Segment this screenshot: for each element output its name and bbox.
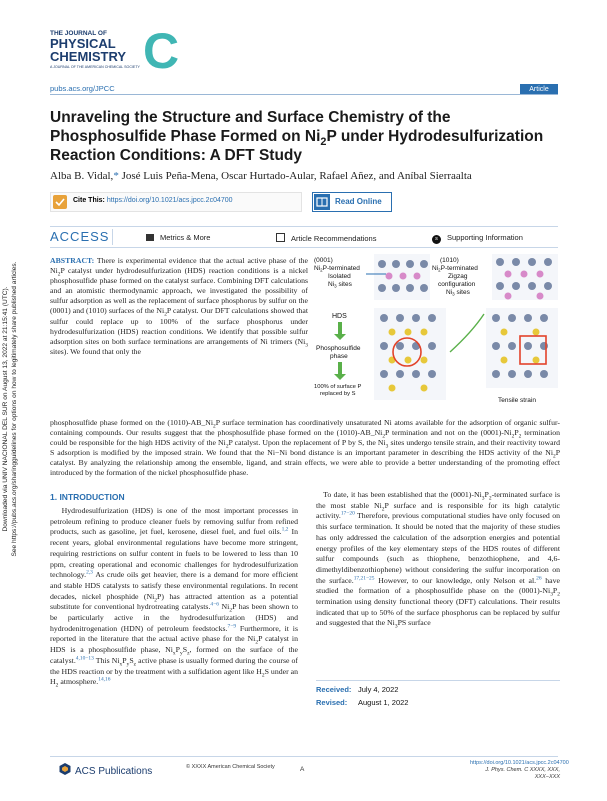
abstract-text-continued: phosphosulfide phase formed on the $(1010)-AB\_Ni_2P$ surface termination has coordinatively unsaturated Ni atoms available for the adsorption of organic sulfur-containing compounds. Our results suggest that the phosphosulfide phase formed on the $(1010)-AB\_Ni_2P$ termination and not on the $(0001)-Ni_2P_2$ termination could be responsible for the high HDS activity of the $Ni_2P$ catalyst. Upon the replacement of P by S, the $Ni_3$ sites undergo tensile strain, and their reactivity toward S adsorption is modified by the imposed strain. We found that the Ni−Ni bond distance is an important parameter in describing the HDS activity of the $Ni_2P$ catalyst. By analyzing the relationship among the ensemble, ligand, and strain effects, we were able to provide a better understanding of the promoting effect introduced by the formation of the nickel phosphosulfide phase. [50,418,560,478]
read-online-button[interactable] [312,192,392,212]
recommendations-link[interactable] [276,233,376,243]
logo-letter: C [143,23,180,79]
toc-phase-label-1: Phosphosulfide [316,345,361,352]
introduction-column-2: To date, it has been established that the $(0001)-Ni_3P_2$-terminated surface is the most stable $Ni_2P$ surface and is responsible for its high catalytic activity.$^{17-20}$ Therefore, previous computational studies have only focused on this surface termination. It should be noted that the majority of these studies has only addressed the calculation of the adsorption energies and potential energy profiles of the key elementary steps of the HDS routes of different sulfur compounds (such as thiophene, benzothiophene, and 4,6-dimethyldibenzothiophene) without considering the sulfur incorporation on the surface.$^{17,21-25}$ However, to our knowledge, only Nelson et al.$^{26}$ have studied the formation of a phosphosulfide phase on the $(0001)-Ni_3P_2$ termination using density functional theory (DFT) calculations. Their results indicated that up to 50% of the surface phosphorus can be replaced by sulfur and suggested that the $Ni_3PS$ surface [316,490,561,630]
publisher-name: ACS Publications [75,766,153,777]
recommendations-label: Article Recommendations [291,234,377,243]
supporting-info-link[interactable] [432,233,523,244]
cite-this-box[interactable] [50,192,302,212]
toc-label-1010-term: $Ni_2P$-terminated [432,265,478,273]
watermark-line-1: Downloaded via UNIV NACIONAL DEL SUR on August 13, 2022 at 21:15:41 (UTC). [2,286,9,532]
supporting-info-label: Supporting Information [447,233,523,242]
footer-doi-link[interactable]: https://doi.org/10.1021/acs.jpcc.2c04700 [470,760,569,766]
revised-date: Revised: August 1, 2022 [316,698,409,707]
lattice-0001-sulfided [374,308,446,400]
toc-label-0001-term: $Ni_2P$-terminated [314,265,360,273]
toc-replace-label-2: replaced by S [320,391,356,397]
ref-link[interactable]: 1,2 [281,526,289,533]
access-separator [112,229,113,245]
ref-link[interactable]: 7−9 [227,623,237,630]
ref-link[interactable]: 26 [536,575,542,582]
toc-graphic [312,252,560,412]
article-dates [316,680,560,711]
access-bar [50,226,558,248]
logo-line-1: THE JOURNAL OF [50,30,107,37]
toc-label-0001: (0001) [314,257,333,264]
article-title: Unraveling the Structure and Surface Chemistry of the Phosphosulfide Phase Formed on $Ni_2P$ under Hydrodesulfurization Reaction Conditions: A DFT Study [50,109,544,164]
footer-journal-ref: J. Phys. Chem. C XXXX, XXX, XXX−XXX [485,767,560,780]
ref-link[interactable]: 4,10−13 [75,655,94,662]
toc-phase-label-2: phase [330,353,348,360]
toc-label-zigzag: Zigzag [448,273,468,280]
lattice-0001-top [374,254,430,300]
article-type-badge: Article [520,84,558,95]
author-list [50,170,560,182]
page-number: A [300,766,305,773]
access-label: ACCESS [50,229,110,244]
supporting-info-icon: s [432,235,441,244]
abstract-lead: ABSTRACT: [50,256,95,265]
toc-replace-label-1: 100% of surface P [314,384,362,390]
journal-url[interactable]: pubs.acs.org/JPCC [50,84,115,93]
ref-link[interactable]: 17,21−25 [353,575,375,582]
toc-label-configuration: configuration [438,281,476,288]
introduction-column-1: Hydrodesulfurization (HDS) is one of the most important processes in petroleum refining to produce cleaner fuels by removing sulfur from refined products, such as gasoline, jet fuel, kerosene, diesel fuel, and fuel oils.$^{1,2}$ In recent years, global environmental regulations have become more stringent, requiring restrictions on sulfur content in fuels to be lowered to less than 10 ppm, creating operational and economic challenges for hydrodesulfurization technology.$^{2,3}$ As crude oils get heavier, there is a demand for more efficient and stable HDS catalysts to satisfy these environmental regulations. In recent decades, nickel phosphide $(Ni_2P)$ has attracted attention as a potential substitute for conventional hydrotreating catalysts.$^{4-6}$ $Ni_2P$ has been shown to be particularly active in the hydrodesulfurization (HDS) and hydrodenitrogenation (HDN) of petroleum feedstocks.$^{7-9}$ Furthermore, it is reported in the literature that the actual active phase for the $Ni_2P$ catalyst in HDS is a phosphosulfide phase, $Ni_xP_yS_z$, formed on the surface of the catalyst.$^{4,10-13}$ This $Ni_xP_yS_z$ active phase is usually formed during the course of the HDS reaction or by the treatment with a sulfidation agent like $H_2S$ under an $H_2$ atmosphere.$^{14,16}$ [50,506,299,689]
logo-line-2: PHYSICAL [50,36,116,51]
toc-label-isolated: Isolated [328,273,351,280]
toc-figure-svg [312,252,560,412]
read-online-label: Read Online [335,197,382,206]
cite-doi-link[interactable]: https://doi.org/10.1021/acs.jpcc.2c04700 [106,197,233,204]
document-icon [276,233,285,242]
ref-link[interactable]: 2,3 [86,569,93,576]
cite-icon [53,195,67,209]
ref-link[interactable]: 17−20 [340,510,355,517]
footer-rule [50,756,558,757]
metrics-label: Metrics & More [160,233,211,242]
cite-row [50,192,390,210]
corresponding-author-mark: * [113,170,119,182]
bar-chart-icon [146,234,154,241]
author-vidal[interactable]: Alba B. Vidal, [50,170,114,182]
metrics-link[interactable] [146,233,210,242]
author-others: José Luis Peña-Mena, Oscar Hurtado-Aular, Rafael Añez, and Aníbal Sierraalta [118,170,472,182]
cite-text [73,197,233,204]
toc-hds-arrow [334,322,346,340]
download-watermark [1,209,19,609]
read-online-icon [314,194,330,210]
abstract-text: ABSTRACT: There is experimental evidence that the actual active phase of the $Ni_2P$ catalyst under hydrodesulfurization (HDS) reaction conditions is a nickel phosphosulfide phase formed on the catalyst surface. Combining DFT calculations and an atomistic thermodynamic approach, we investigated the possibility of sulfur adsorption as well as the replacement of surface phosphorus by sulfur on the (0001) and (1010) surfaces of the $Ni_2P$ catalyst. Our DFT calculations showed that sulfur could replace up to 100% of the surface phosphorus under hydrodesulfurization (HDS) reaction conditions. We identify that possible sulfur adsorption sites on both surface terminations are arrangements of Ni trimers ($Ni_3$ sites). We found that only the [50,256,308,356]
watermark-line-2: See https://pubs.acs.org/sharingguidelines for options on how to legitimately share published articles. [11,261,18,557]
logo-tagline: A JOURNAL OF THE AMERICAN CHEMICAL SOCIETY [50,65,140,69]
toc-label-ni3-sites: $Ni_3$ sites [328,281,352,289]
journal-logo[interactable] [50,23,180,80]
received-date: Received: July 4, 2022 [316,685,399,694]
lattice-1010-top [492,254,558,300]
cite-label: Cite This: [73,197,105,204]
toc-strain-label: Tensile strain [498,397,536,404]
toc-label-1010: (1010) [440,257,459,264]
toc-label-ni3-zigzag: $Ni_3$ sites [446,289,470,297]
toc-connector-arrow [450,314,484,352]
acs-hexagon-icon [58,762,72,776]
ref-link[interactable]: 14,16 [98,676,111,683]
lattice-1010-sulfided [486,308,558,388]
logo-line-3: CHEMISTRY [50,49,127,64]
toc-hds-label: HDS [332,313,347,320]
copyright-notice: © XXXX American Chemical Society [186,764,275,770]
toc-replace-arrow [334,362,346,380]
ref-link[interactable]: 4−6 [210,601,219,608]
acs-publications-logo[interactable] [58,762,152,777]
section-heading-introduction: 1. INTRODUCTION [50,492,125,502]
header-rule [50,94,558,95]
footer-citation [470,760,569,781]
